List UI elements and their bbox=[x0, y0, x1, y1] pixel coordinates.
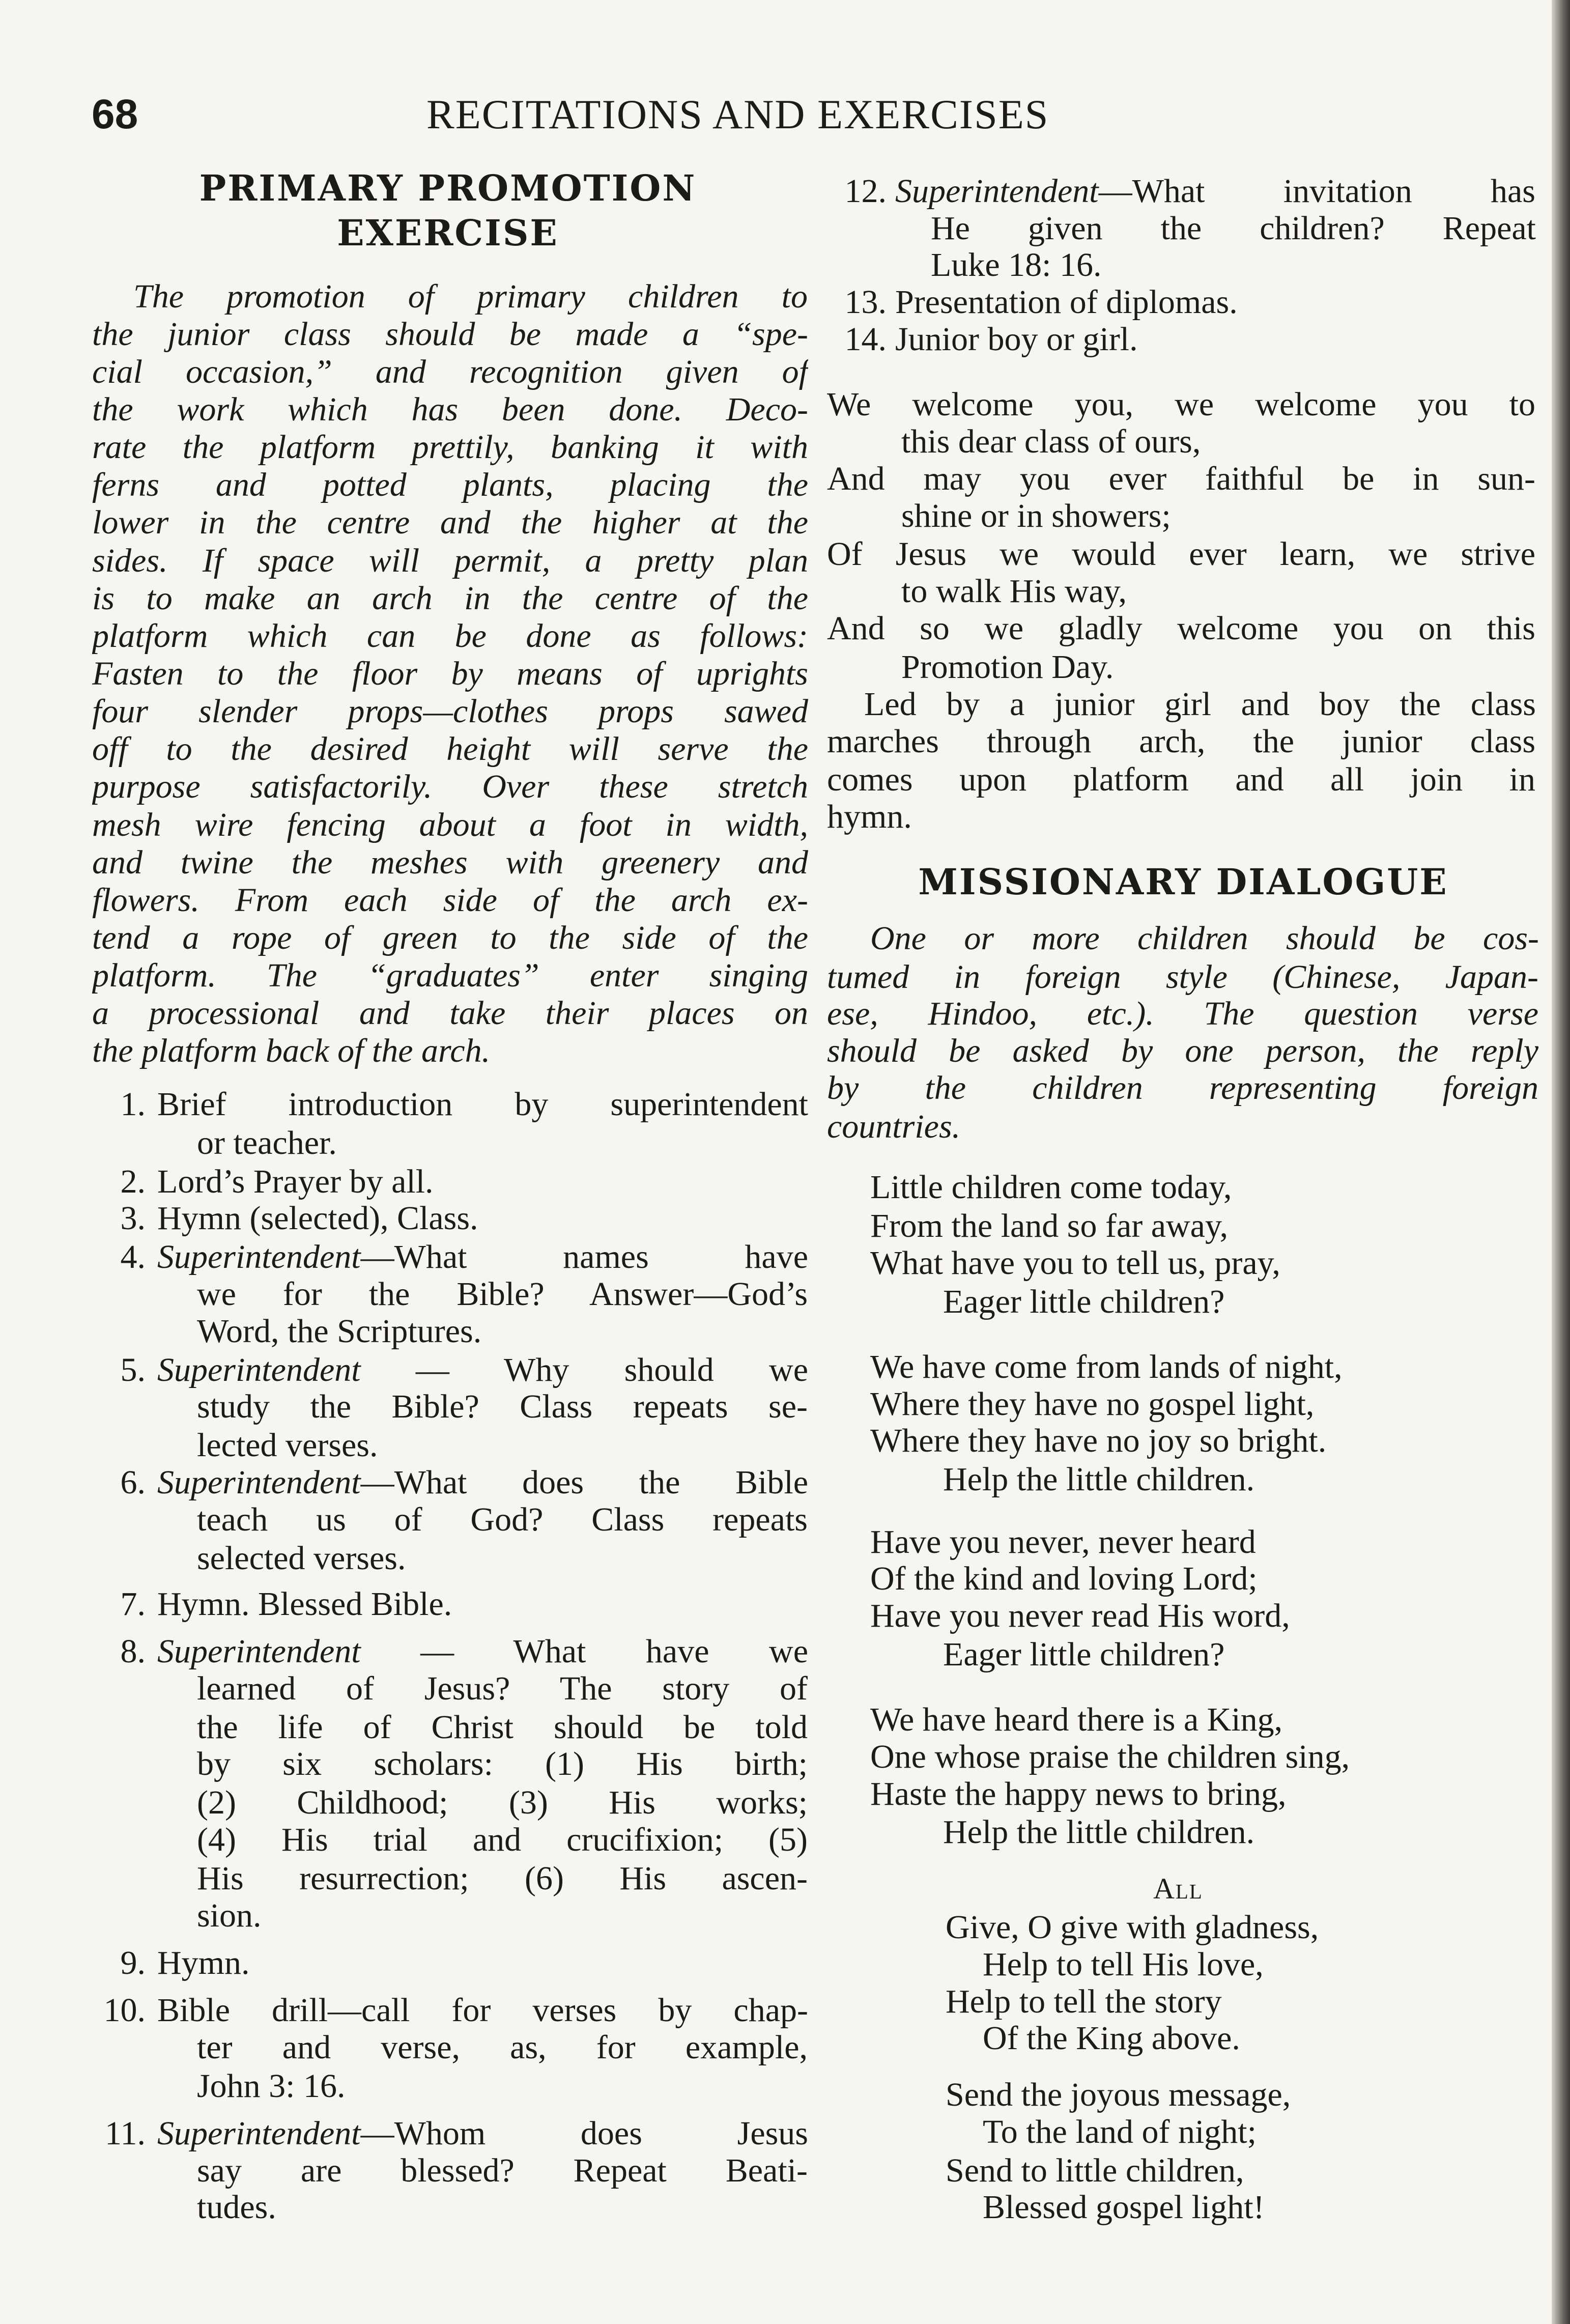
list-item-line: study the Bible? Class repeats se- bbox=[197, 1388, 808, 1425]
verse-line: Haste the happy news to bring, bbox=[870, 1775, 1287, 1812]
list-item-line bbox=[157, 1633, 808, 1670]
speaker-role: Superintendent bbox=[157, 1633, 361, 1670]
verse-line: We have come from lands of night, bbox=[870, 1348, 1343, 1385]
list-item-line: we for the Bible? Answer—God’s bbox=[197, 1276, 808, 1313]
intro-line: should be asked by one person, the reply bbox=[827, 1032, 1538, 1069]
chorus-line: Help to tell His love, bbox=[983, 1946, 1264, 1983]
intro-line: The promotion of primary children to bbox=[133, 278, 808, 315]
intro-line: flowers. From each side of the arch ex- bbox=[92, 882, 808, 919]
chorus-line: Blessed gospel light! bbox=[983, 2189, 1265, 2226]
list-number: 4. bbox=[120, 1238, 146, 1276]
list-number: 10. bbox=[103, 1992, 146, 2029]
paragraph-line: Led by a junior girl and boy the class bbox=[864, 686, 1536, 723]
intro-line: countries. bbox=[827, 1108, 961, 1145]
intro-line: four slender props—clothes props sawed bbox=[92, 693, 808, 730]
list-item-line bbox=[157, 1238, 808, 1276]
intro-line: tend a rope of green to the side of the bbox=[92, 919, 808, 956]
chorus-line: Send to little children, bbox=[946, 2152, 1244, 2189]
list-item-line: teach us of God? Class repeats bbox=[197, 1501, 808, 1538]
list-item-line: Presentation of diplomas. bbox=[895, 284, 1238, 321]
list-item-line: John 3: 16. bbox=[197, 2067, 346, 2105]
list-number: 11. bbox=[104, 2115, 146, 2152]
list-item-line: He given the children? Repeat bbox=[931, 210, 1536, 247]
intro-line: sides. If space will permit, a pretty plan bbox=[92, 542, 808, 579]
list-item-line: (2) Childhood; (3) His works; bbox=[197, 1784, 808, 1821]
verse-line: Eager little children? bbox=[943, 1283, 1225, 1320]
poem-line: And may you ever faithful be in sun- bbox=[827, 460, 1535, 497]
list-number: 12. bbox=[844, 173, 887, 210]
intro-line: ese, Hindoo, etc.). The question verse bbox=[827, 995, 1538, 1032]
line-text: —Whom does Jesus bbox=[360, 2115, 808, 2152]
list-number: 6. bbox=[120, 1464, 146, 1501]
list-item-line: Hymn. Blessed Bible. bbox=[157, 1585, 452, 1623]
intro-line: One or more children should be cos- bbox=[870, 920, 1539, 957]
list-item-line: Bible drill—call for verses by chap- bbox=[157, 1992, 808, 2029]
list-number: 2. bbox=[120, 1163, 146, 1200]
list-number: 9. bbox=[120, 1944, 146, 1981]
paragraph-line: hymn. bbox=[827, 798, 912, 835]
list-number: 7. bbox=[120, 1585, 146, 1623]
list-item-line: learned of Jesus? The story of bbox=[197, 1670, 808, 1707]
intro-line: is to make an arch in the centre of the bbox=[92, 580, 808, 617]
verse-line: From the land so far away, bbox=[870, 1207, 1229, 1244]
list-number: 1. bbox=[120, 1086, 146, 1123]
title-line: EXERCISE bbox=[337, 212, 559, 254]
chorus-line: Help to tell the story bbox=[946, 1983, 1222, 2020]
verse-line: Eager little children? bbox=[943, 1636, 1225, 1673]
line-text: —What names have bbox=[360, 1238, 808, 1276]
list-item-line: by six scholars: (1) His birth; bbox=[197, 1745, 808, 1782]
list-number: 5. bbox=[120, 1351, 146, 1388]
line-text: —What does the Bible bbox=[360, 1464, 808, 1501]
list-item-line: ter and verse, as, for example, bbox=[197, 2029, 808, 2066]
intro-line: by the children representing foreign bbox=[827, 1069, 1538, 1107]
verse-line: Where they have no joy so bright. bbox=[870, 1422, 1327, 1459]
running-title: RECITATIONS AND EXERCISES bbox=[426, 91, 1049, 137]
verse-line: Have you never, never heard bbox=[870, 1523, 1256, 1561]
list-item-line: Hymn (selected), Class. bbox=[157, 1200, 478, 1237]
page-number: 68 bbox=[92, 91, 138, 137]
section-title-primary-promotion bbox=[92, 166, 804, 256]
list-item-line: Hymn. bbox=[157, 1944, 250, 1981]
intro-line: tumed in foreign style (Chinese, Japan- bbox=[827, 958, 1538, 996]
speaker-role: Superintendent bbox=[157, 1238, 361, 1276]
verse-line: Help the little children. bbox=[943, 1461, 1255, 1498]
poem-line: shine or in showers; bbox=[901, 497, 1171, 534]
list-number: 14. bbox=[844, 321, 887, 358]
speaker-role: Superintendent bbox=[157, 1464, 361, 1501]
list-number: 3. bbox=[120, 1200, 146, 1237]
line-text: —What invitation has bbox=[1098, 173, 1535, 210]
intro-line: off to the desired height will serve the bbox=[92, 730, 808, 768]
list-item-line: (4) His trial and crucifixion; (5) bbox=[197, 1821, 808, 1858]
verse-line: Have you never read His word, bbox=[870, 1597, 1290, 1634]
list-item-line: Lord’s Prayer by all. bbox=[157, 1163, 434, 1200]
list-item-line: His resurrection; (6) His ascen- bbox=[197, 1860, 808, 1897]
verse-line: We have heard there is a King, bbox=[870, 1701, 1283, 1738]
paragraph-line: marches through arch, the junior class bbox=[827, 723, 1535, 760]
verse-line: What have you to tell us, pray, bbox=[870, 1244, 1280, 1282]
intro-line: mesh wire fencing about a foot in width, bbox=[92, 806, 808, 843]
intro-line: purpose satisfactorily. Over these stretch bbox=[92, 768, 808, 805]
verse-line: Little children come today, bbox=[870, 1169, 1232, 1206]
all-label: All bbox=[1153, 1872, 1203, 1905]
poem-line: Of Jesus we would ever learn, we strive bbox=[827, 535, 1535, 573]
section-title-missionary-dialogue: MISSIONARY DIALOGUE bbox=[918, 861, 1448, 903]
list-item-line: tudes. bbox=[197, 2189, 276, 2226]
list-item-line: or teacher. bbox=[197, 1124, 337, 1161]
poem-line: We welcome you, we welcome you to bbox=[827, 386, 1535, 423]
intro-line: the work which has been done. Deco- bbox=[92, 391, 808, 428]
list-item-line: selected verses. bbox=[197, 1540, 406, 1577]
line-text: — What have we bbox=[360, 1633, 808, 1670]
list-item-line: lected verses. bbox=[197, 1427, 378, 1464]
list-item-line: sion. bbox=[197, 1897, 262, 1934]
chorus-line: Send the joyous message, bbox=[946, 2076, 1291, 2113]
poem-line: And so we gladly welcome you on this bbox=[827, 610, 1535, 647]
list-item-line: the life of Christ should be told bbox=[197, 1709, 808, 1746]
list-item-line: Word, the Scriptures. bbox=[197, 1313, 482, 1350]
list-item-line bbox=[157, 2115, 808, 2152]
intro-line: ferns and potted plants, placing the bbox=[92, 466, 808, 503]
verse-line: Help the little children. bbox=[943, 1813, 1255, 1851]
list-number: 8. bbox=[120, 1633, 146, 1670]
list-number: 13. bbox=[844, 284, 887, 321]
list-item-line: say are blessed? Repeat Beati- bbox=[197, 2152, 808, 2189]
chorus-line: Give, O give with gladness, bbox=[946, 1909, 1319, 1946]
list-item-line: Luke 18: 16. bbox=[931, 246, 1102, 284]
intro-line: cial occasion,” and recognition given of bbox=[92, 353, 808, 390]
list-item-line bbox=[157, 1351, 808, 1389]
speaker-role: Superintendent bbox=[157, 1351, 361, 1388]
poem-line: this dear class of ours, bbox=[901, 423, 1201, 460]
speaker-role: Superintendent bbox=[895, 173, 1099, 210]
intro-line: lower in the centre and the higher at the bbox=[92, 504, 808, 541]
list-item-line: Junior boy or girl. bbox=[895, 321, 1138, 358]
intro-line: the platform back of the arch. bbox=[92, 1032, 491, 1069]
intro-line: platform. The “graduates” enter singing bbox=[92, 957, 808, 994]
scan-edge bbox=[1552, 0, 1570, 2324]
verse-line: Of the kind and loving Lord; bbox=[870, 1560, 1258, 1597]
list-item-line: Brief introduction by superintendent bbox=[157, 1086, 808, 1123]
intro-line: Fasten to the floor by means of uprights bbox=[92, 655, 808, 692]
verse-line: One whose praise the children sing, bbox=[870, 1738, 1350, 1775]
poem-line: Promotion Day. bbox=[901, 648, 1114, 686]
chorus-line: To the land of night; bbox=[983, 2113, 1257, 2150]
verse-line: Where they have no gospel light, bbox=[870, 1385, 1315, 1423]
intro-line: a processional and take their places on bbox=[92, 995, 808, 1032]
intro-line: rate the platform prettily, banking it with bbox=[92, 429, 808, 466]
paragraph-line: comes upon platform and all join in bbox=[827, 761, 1535, 798]
intro-line: the junior class should be made a “spe- bbox=[92, 316, 808, 353]
line-text: — Why should we bbox=[360, 1351, 808, 1388]
list-item-line bbox=[895, 173, 1535, 210]
title-line: PRIMARY PROMOTION bbox=[199, 167, 697, 209]
chorus-line: Of the King above. bbox=[983, 2020, 1240, 2057]
poem-line: to walk His way, bbox=[901, 573, 1127, 610]
intro-line: and twine the meshes with greenery and bbox=[92, 844, 808, 881]
list-item-line bbox=[157, 1464, 808, 1501]
intro-line: platform which can be done as follows: bbox=[92, 617, 808, 655]
speaker-role: Superintendent bbox=[157, 2115, 361, 2152]
